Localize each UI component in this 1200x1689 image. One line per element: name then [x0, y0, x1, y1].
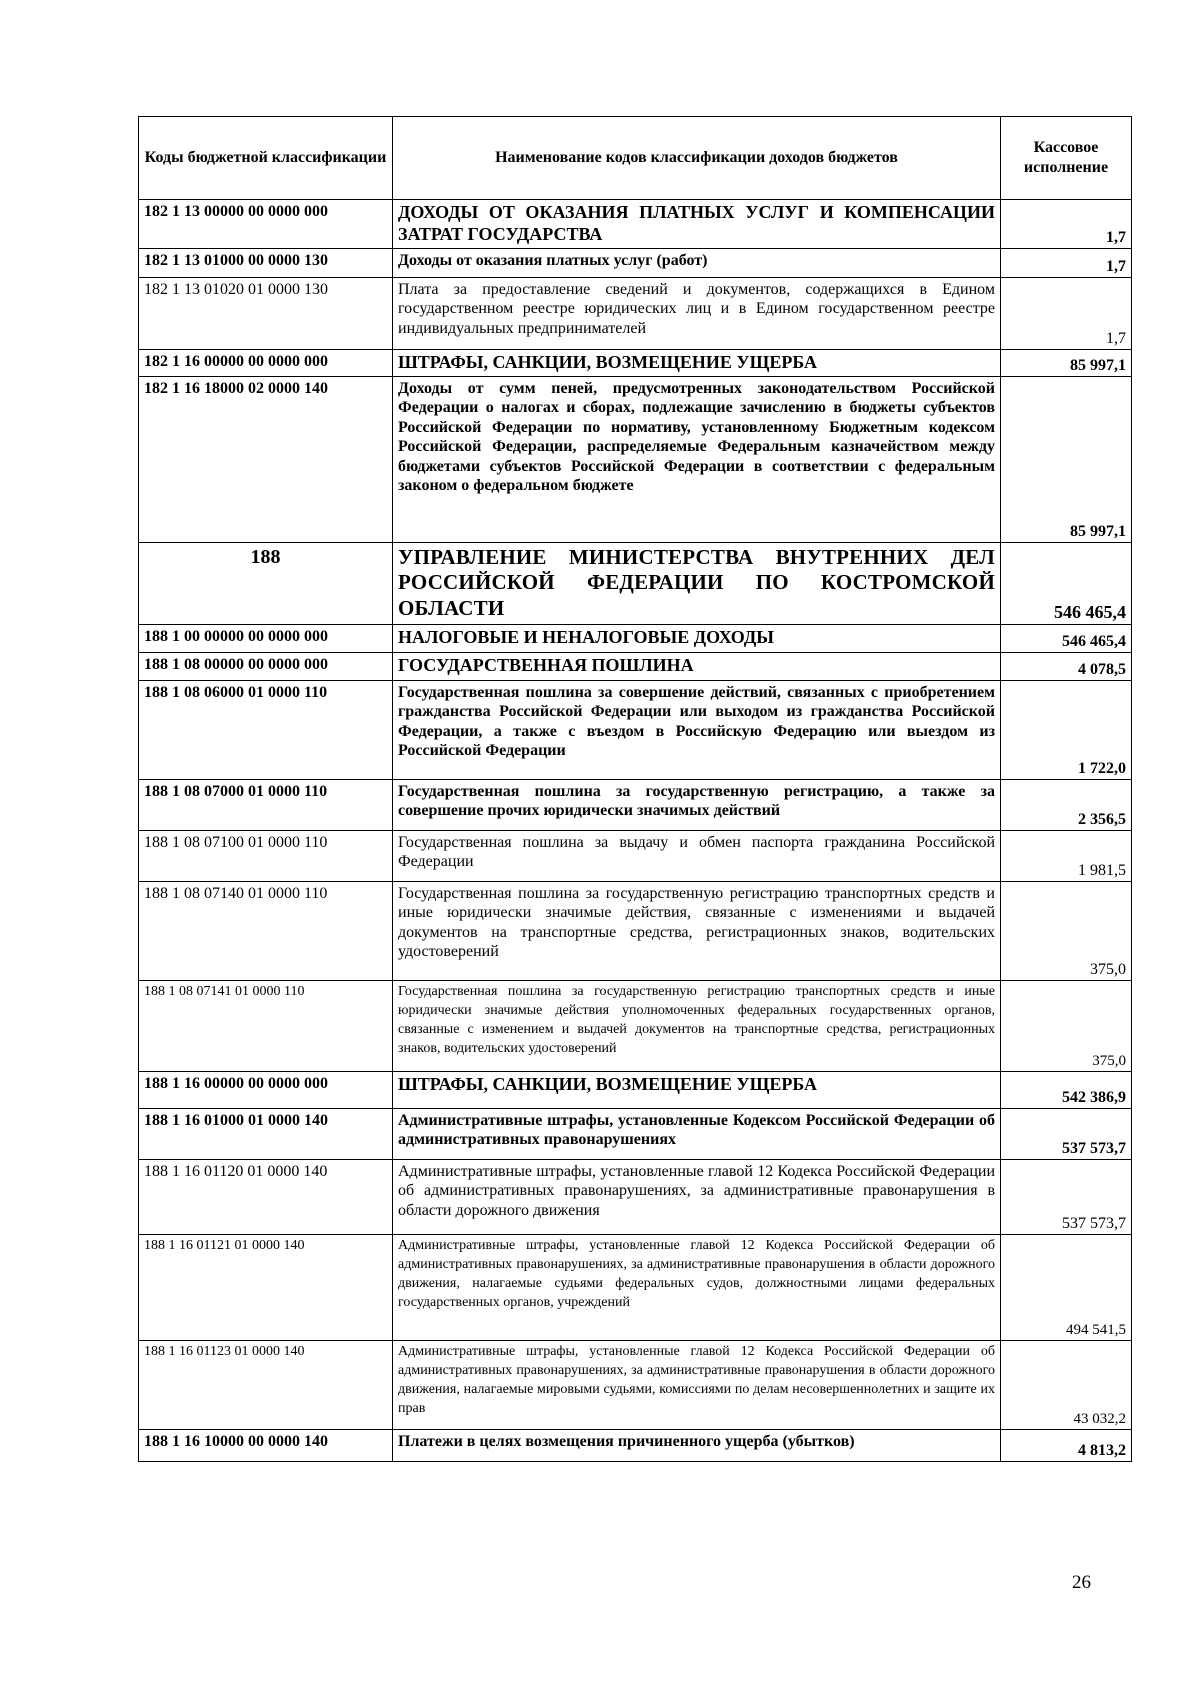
table-row [139, 830, 1132, 881]
row-value: 537 573,7 [1001, 1108, 1132, 1159]
row-name: ДОХОДЫ ОТ ОКАЗАНИЯ ПЛАТНЫХ УСЛУГ И КОМПЕНСАЦИИ ЗАТРАТ ГОСУДАРСТВА [393, 200, 1001, 249]
row-code: 188 1 16 01123 01 0000 140 [139, 1340, 393, 1429]
row-name: ШТРАФЫ, САНКЦИИ, ВОЗМЕЩЕНИЕ УЩЕРБА [393, 1071, 1001, 1108]
row-code: 188 [139, 542, 393, 624]
row-name: Доходы от сумм пеней, предусмотренных законодательством Российской Федерации о налогах и сборах, подлежащие зачислению в бюджеты субъектов Российской Федерации по нормативу, установленному Бюджетным кодексом Российской Федерации, распределяемые Федеральным казначейством между бюджетами субъектов Российской Федерации в соответствии с федеральным законом о федеральном бюджете [393, 376, 1001, 542]
row-code: 182 1 13 00000 00 0000 000 [139, 200, 393, 249]
row-value: 2 356,5 [1001, 779, 1132, 830]
row-name: Доходы от оказания платных услуг (работ) [393, 248, 1001, 277]
row-value: 43 032,2 [1001, 1340, 1132, 1429]
header-code: Коды бюджетной классификации [139, 117, 393, 200]
row-code: 188 1 08 07000 01 0000 110 [139, 779, 393, 830]
row-value: 494 541,5 [1001, 1234, 1132, 1340]
row-value: 1 722,0 [1001, 680, 1132, 779]
row-name: Административные штрафы, установленные главой 12 Кодекса Российской Федерации об административных правонарушениях, за административные правонарушения в области дорожного движения, налагаемые судьями федеральных судов, должностными лицами федеральных государственных органов, учреждений [393, 1234, 1001, 1340]
row-name: Плата за предоставление сведений и документов, содержащихся в Едином государственном реестре юридических лиц и в Едином государственном реестре индивидуальных предпринимателей [393, 277, 1001, 349]
table-row [139, 1429, 1132, 1461]
table-row [139, 1108, 1132, 1159]
row-code: 188 1 16 00000 00 0000 000 [139, 1071, 393, 1108]
row-code: 188 1 00 00000 00 0000 000 [139, 624, 393, 652]
row-value: 85 997,1 [1001, 376, 1132, 542]
row-value: 1 981,5 [1001, 830, 1132, 881]
row-name: Государственная пошлина за государственную регистрацию, а также за совершение прочих юридически значимых действий [393, 779, 1001, 830]
row-name: Административные штрафы, установленные Кодексом Российской Федерации об административных правонарушениях [393, 1108, 1001, 1159]
row-name: Государственная пошлина за государственную регистрацию транспортных средств и иные юридически значимые действия, связанные с изменениями и выдачей документов на транспортные средства, регистрационных знаков, водительских удостоверений [393, 881, 1001, 980]
row-code: 188 1 08 07140 01 0000 110 [139, 881, 393, 980]
table-row [139, 881, 1132, 980]
table-row [139, 542, 1132, 624]
table-row [139, 1234, 1132, 1340]
row-value: 1,7 [1001, 248, 1132, 277]
row-name: Государственная пошлина за совершение действий, связанных с приобретением гражданства Российской Федерации или выходом из гражданства Российской Федерации, а также с въездом в Российскую Федерацию или выездом из Российской Федерации [393, 680, 1001, 779]
table-row [139, 1071, 1132, 1108]
row-value: 1,7 [1001, 200, 1132, 249]
row-name: Платежи в целях возмещения причиненного ущерба (убытков) [393, 1429, 1001, 1461]
table-row [139, 248, 1132, 277]
page-number: 26 [1072, 1572, 1091, 1593]
row-code: 188 1 08 07141 01 0000 110 [139, 980, 393, 1071]
row-value: 4 813,2 [1001, 1429, 1132, 1461]
row-code: 188 1 08 07100 01 0000 110 [139, 830, 393, 881]
table-row [139, 349, 1132, 376]
row-code: 182 1 13 01000 00 0000 130 [139, 248, 393, 277]
row-name: Государственная пошлина за выдачу и обмен паспорта гражданина Российской Федерации [393, 830, 1001, 881]
header-name: Наименование кодов классификации доходов бюджетов [393, 117, 1001, 200]
row-code: 182 1 13 01020 01 0000 130 [139, 277, 393, 349]
row-code: 188 1 16 01000 01 0000 140 [139, 1108, 393, 1159]
table-row [139, 980, 1132, 1071]
header-value: Кассовое исполнение [1001, 117, 1132, 200]
table-row [139, 1340, 1132, 1429]
table-row [139, 376, 1132, 542]
row-name: ГОСУДАРСТВЕННАЯ ПОШЛИНА [393, 652, 1001, 680]
row-value: 546 465,4 [1001, 542, 1132, 624]
row-code: 188 1 16 01120 01 0000 140 [139, 1159, 393, 1234]
table-row [139, 779, 1132, 830]
table-row [139, 1159, 1132, 1234]
row-value: 4 078,5 [1001, 652, 1132, 680]
row-code: 182 1 16 18000 02 0000 140 [139, 376, 393, 542]
table-row [139, 624, 1132, 652]
table-row [139, 200, 1132, 249]
table-row [139, 277, 1132, 349]
row-value: 375,0 [1001, 881, 1132, 980]
row-value: 542 386,9 [1001, 1071, 1132, 1108]
table-row [139, 680, 1132, 779]
row-name: ШТРАФЫ, САНКЦИИ, ВОЗМЕЩЕНИЕ УЩЕРБА [393, 349, 1001, 376]
row-value: 546 465,4 [1001, 624, 1132, 652]
row-name: Административные штрафы, установленные главой 12 Кодекса Российской Федерации об административных правонарушениях, за административные правонарушения в области дорожного движения [393, 1159, 1001, 1234]
row-code: 188 1 16 10000 00 0000 140 [139, 1429, 393, 1461]
budget-revenue-table [138, 116, 1131, 1462]
row-value: 537 573,7 [1001, 1159, 1132, 1234]
row-value: 1,7 [1001, 277, 1132, 349]
table-row [139, 652, 1132, 680]
row-name: Административные штрафы, установленные главой 12 Кодекса Российской Федерации об административных правонарушениях, за административные правонарушения в области дорожного движения, налагаемые мировыми судьями, комиссиями по делам несовершеннолетних и защите их прав [393, 1340, 1001, 1429]
row-code: 188 1 08 06000 01 0000 110 [139, 680, 393, 779]
row-name: НАЛОГОВЫЕ И НЕНАЛОГОВЫЕ ДОХОДЫ [393, 624, 1001, 652]
row-name: Государственная пошлина за государственную регистрацию транспортных средств и иные юридически значимые действия уполномоченных федеральных государственных органов, связанные с изменением и выдачей документов на транспортные средства, регистрационных знаков, водительских удостоверений [393, 980, 1001, 1071]
row-code: 188 1 08 00000 00 0000 000 [139, 652, 393, 680]
row-value: 375,0 [1001, 980, 1132, 1071]
row-code: 188 1 16 01121 01 0000 140 [139, 1234, 393, 1340]
row-code: 182 1 16 00000 00 0000 000 [139, 349, 393, 376]
row-name: УПРАВЛЕНИЕ МИНИСТЕРСТВА ВНУТРЕННИХ ДЕЛ РОССИЙСКОЙ ФЕДЕРАЦИИ ПО КОСТРОМСКОЙ ОБЛАСТИ [393, 542, 1001, 624]
row-value: 85 997,1 [1001, 349, 1132, 376]
table-header-row [139, 117, 1132, 200]
